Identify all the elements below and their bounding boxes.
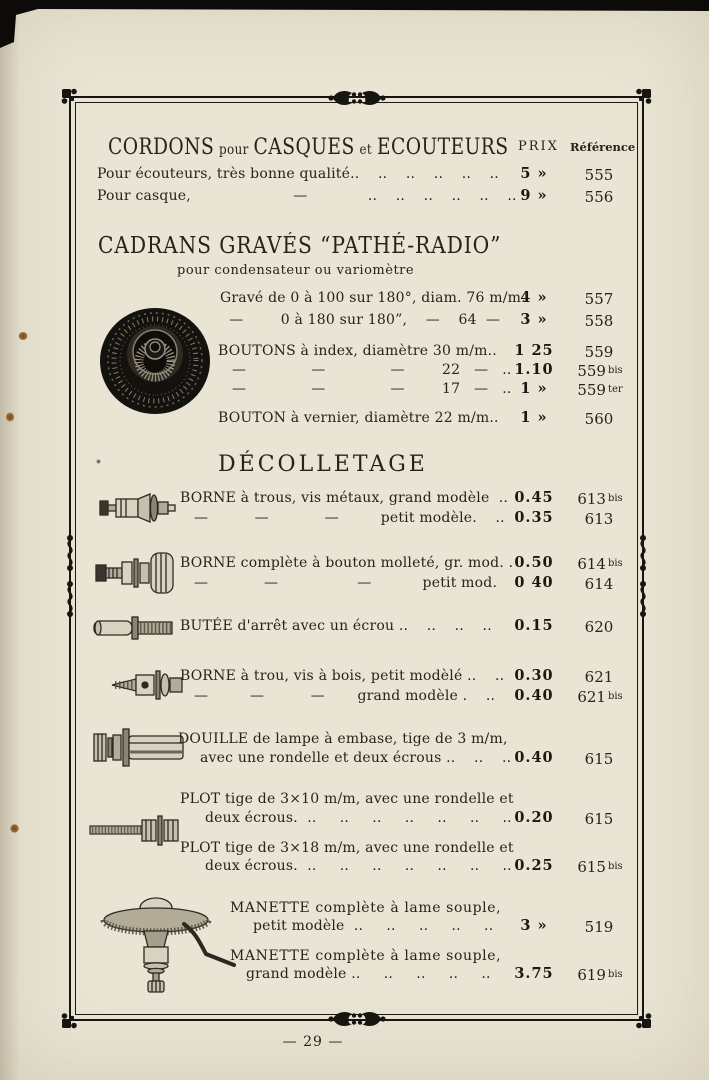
row-desc: Pour écouteurs, très bonne qualité.. .. .. .. .. .. xyxy=(97,166,499,182)
catalog-row-douille-line1 xyxy=(0,731,709,751)
catalog-row-plot1-line2 xyxy=(0,810,709,830)
row-desc: PLOT tige de 3×18 m/m, avec une rondelle et xyxy=(180,840,514,856)
row-price: 0.45 xyxy=(514,489,554,506)
ref-suffix: bis xyxy=(607,558,623,569)
frame-corner-ornament xyxy=(636,1013,652,1029)
row-ref: 559 $^{ter}$ xyxy=(577,381,623,399)
row-price: 5 » xyxy=(520,165,548,182)
row-price: 0.15 xyxy=(514,617,554,634)
frame-center-ornament-top xyxy=(325,87,389,109)
catalog-row-plot2-line1 xyxy=(0,840,709,860)
row-price: 1 25 xyxy=(514,342,554,359)
catalog-row-manette1-line2 xyxy=(0,918,709,938)
row-price: 0.20 xyxy=(514,809,554,826)
catalog-row-borne-trous-0 xyxy=(0,490,709,510)
row-desc: BORNE complète à bouton molleté, gr. mod. . xyxy=(180,555,514,571)
row-desc: MANETTE complète à lame souple, xyxy=(230,948,502,964)
row-desc: MANETTE complète à lame souple, xyxy=(230,900,502,916)
row-desc: — — — grand modèle . .. xyxy=(180,688,496,704)
page-number: — 29 — xyxy=(282,1034,344,1050)
catalog-row-borne-complete-1 xyxy=(0,575,709,595)
section-title-decolletage: DÉCOLLETAGE xyxy=(218,452,428,477)
ref-suffix: bis xyxy=(607,691,623,702)
row-ref: 558 xyxy=(584,312,614,330)
catalog-row-borne-trous-1 xyxy=(0,510,709,530)
row-desc: DOUILLE de lampe à embase, tige de 3 m/m, xyxy=(178,731,508,747)
frame-center-ornament-bottom xyxy=(325,1008,389,1030)
row-ref: 621 xyxy=(584,668,614,686)
title-word: pour xyxy=(218,142,249,158)
row-price: 4 » xyxy=(520,289,548,306)
row-price: 1.10 xyxy=(514,361,554,378)
row-ref: 619 $^{bis}$ xyxy=(577,966,623,984)
paper-spot xyxy=(18,332,28,340)
catalog-row-borne-trou-1 xyxy=(0,688,709,708)
catalog-row-manette1-line1 xyxy=(0,900,709,920)
row-price: 3.75 xyxy=(514,965,554,982)
row-ref: 556 xyxy=(584,188,614,206)
row-desc: — — — 17 — .. xyxy=(218,381,512,397)
catalog-row-cordons-0 xyxy=(0,166,709,186)
row-ref: 621 $^{bis}$ xyxy=(577,688,623,706)
row-desc: BUTÉE d'arrêt avec un écrou .. .. .. .. xyxy=(180,618,492,634)
row-price: 0.40 xyxy=(514,749,554,766)
catalog-row-borne-complete-0 xyxy=(0,555,709,575)
ref-suffix: bis xyxy=(607,493,623,504)
row-desc: avec une rondelle et deux écrous .. .. .. xyxy=(200,750,512,766)
row-price: 1 » xyxy=(520,380,548,397)
row-price: 0.35 xyxy=(514,509,554,526)
ref-suffix: ter xyxy=(607,384,623,395)
row-desc: BOUTONS à index, diamètre 30 m/m.. xyxy=(218,343,497,359)
row-price: 0.40 xyxy=(514,687,554,704)
row-ref: 613 $^{bis}$ xyxy=(577,490,623,508)
catalog-row-boutons-0 xyxy=(0,343,709,363)
row-price: 9 » xyxy=(520,187,548,204)
title-word: et xyxy=(359,142,373,158)
row-price: 3 » xyxy=(520,311,548,328)
row-price: 0 40 xyxy=(514,574,554,591)
row-ref: 614 xyxy=(584,575,614,593)
col-header-reference: Référence xyxy=(570,140,636,154)
row-price: 0.25 xyxy=(514,857,554,874)
col-header-prix: PRIX xyxy=(518,139,559,154)
frame-corner-ornament xyxy=(61,88,77,104)
catalog-row-douille-line2 xyxy=(0,750,709,770)
row-desc: BORNE à trou, vis à bois, petit modèlé .. .. xyxy=(180,668,505,684)
row-desc: — 0 à 180 sur 180”, — 64 — xyxy=(220,312,501,328)
row-desc: grand modèle .. .. .. .. .. xyxy=(246,966,491,982)
frame-corner-ornament xyxy=(636,88,652,104)
section-title-cordons xyxy=(108,135,509,160)
row-ref: 615 xyxy=(584,810,614,828)
row-ref: 614 $^{bis}$ xyxy=(577,555,623,573)
row-desc: deux écrous. .. .. .. .. .. .. .. xyxy=(205,858,512,874)
row-desc: BOUTON à vernier, diamètre 22 m/m.. xyxy=(218,410,499,426)
row-ref: 560 xyxy=(584,410,614,428)
row-ref: 555 xyxy=(584,166,614,184)
catalog-row-boutons-2 xyxy=(0,381,709,401)
ref-suffix: bis xyxy=(607,969,623,980)
row-desc: petit modèle .. .. .. .. .. xyxy=(253,918,494,934)
ref-suffix: bis xyxy=(607,861,623,872)
scan-edge-artifact xyxy=(0,0,709,48)
row-ref: 519 xyxy=(584,918,614,936)
row-price: 0.30 xyxy=(514,667,554,684)
row-desc: — — — petit modèle. .. xyxy=(180,510,505,526)
row-ref: 613 xyxy=(584,510,614,528)
title-word: CASQUES xyxy=(253,135,355,160)
catalog-row-boutons-3 xyxy=(0,410,709,430)
row-ref: 615 $^{bis}$ xyxy=(577,858,623,876)
catalog-row-manette2-line2 xyxy=(0,966,709,986)
section-title-cadrans: CADRANS GRAVÉS “PATHÉ-RADIO” xyxy=(98,233,502,259)
section-subtitle-cadrans: pour condensateur ou variomètre xyxy=(177,263,415,278)
title-word: ECOUTEURS xyxy=(376,135,509,160)
catalog-row-plot2-line2 xyxy=(0,858,709,878)
row-desc: — — — 22 — .. xyxy=(218,362,512,378)
catalog-row-cordons-1 xyxy=(0,188,709,208)
row-desc: PLOT tige de 3×10 m/m, avec une rondelle et xyxy=(180,791,514,807)
row-desc: deux écrous. .. .. .. .. .. .. .. xyxy=(205,810,512,826)
row-desc: BORNE à trous, vis métaux, grand modèle .. xyxy=(180,490,509,506)
catalog-row-plot1-line1 xyxy=(0,791,709,811)
ref-suffix: bis xyxy=(607,365,623,376)
frame-corner-ornament xyxy=(61,1013,77,1029)
row-ref: 615 xyxy=(584,750,614,768)
row-ref: 559 $^{bis}$ xyxy=(577,362,623,380)
row-desc: — — — petit mod. xyxy=(180,575,498,591)
title-word: CORDONS xyxy=(108,135,215,160)
row-desc: Pour casque, — .. .. .. .. .. .. xyxy=(97,188,517,204)
row-ref: 557 xyxy=(584,290,614,308)
catalog-row-manette2-line1 xyxy=(0,948,709,968)
row-price: 1 » xyxy=(520,409,548,426)
row-ref: 620 xyxy=(584,618,614,636)
catalog-row-boutons-1 xyxy=(0,362,709,382)
catalog-row-borne-trou-0 xyxy=(0,668,709,688)
row-desc: Gravé de 0 à 100 sur 180°, diam. 76 m/m. xyxy=(220,290,526,306)
row-price: 0.50 xyxy=(514,554,554,571)
row-ref: 559 xyxy=(584,343,614,361)
catalog-row-butee-0 xyxy=(0,618,709,638)
row-price: 3 » xyxy=(520,917,548,934)
